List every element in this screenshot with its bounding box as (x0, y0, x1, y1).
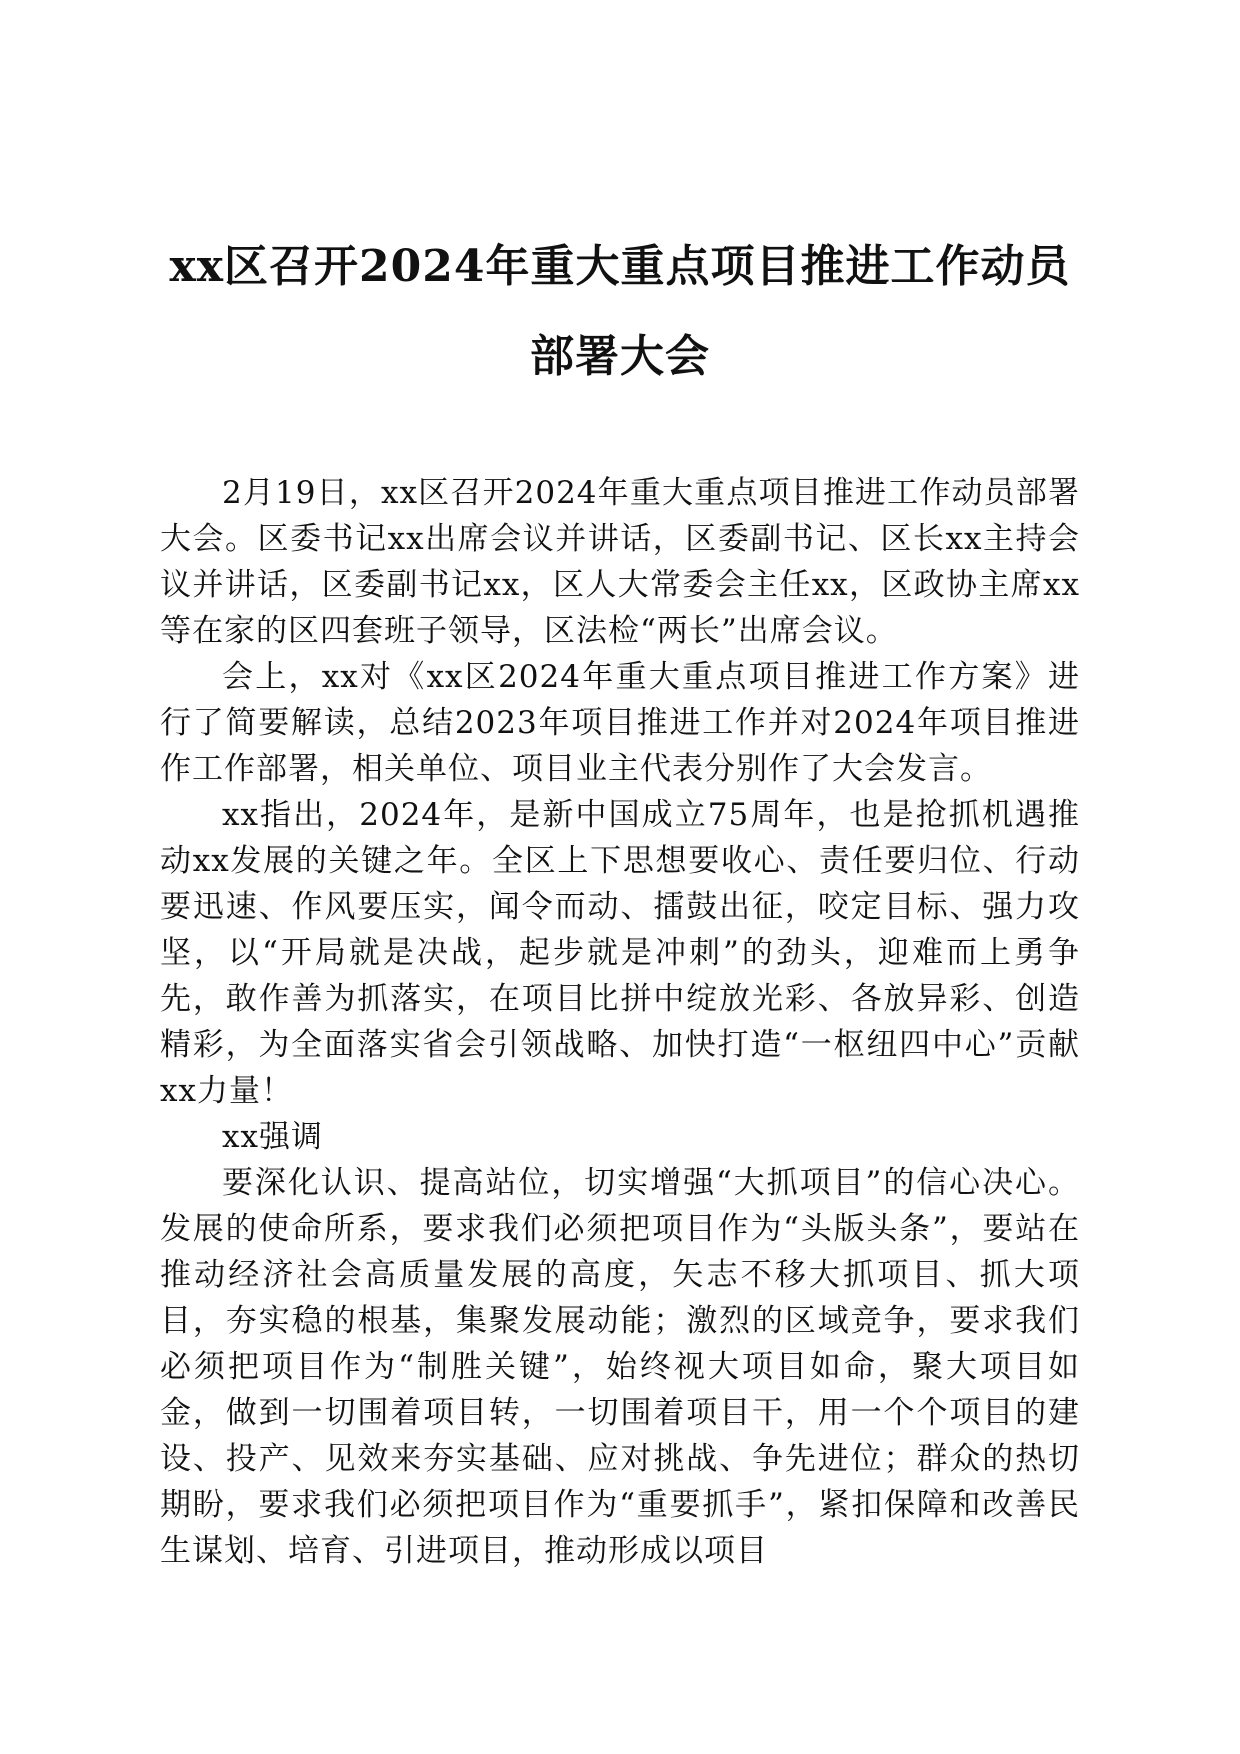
title-line-1: xx区召开2024年重大重点项目推进工作动员 (169, 241, 1071, 292)
paragraph: 要深化认识、提高站位，切实增强“大抓项目”的信心决心。发展的使命所系，要求我们必须把项目作为“头版头条”，要站在推动经济社会高质量发展的高度，矢志不移大抓项目、抓大项目，夯实稳的根基，集聚发展动能；激烈的区域竞争，要求我们必须把项目作为“制胜关键”，始终视大项目如命，聚大项目如金，做到一切围着项目转，一切围着项目干，用一个个项目的建设、投产、见效来夯实基础、应对挑战、争先进位；群众的热切期盼，要求我们必须把项目作为“重要抓手”，紧扣保障和改善民生谋划、培育、引进项目，推动形成以项目 (160, 1165, 1080, 1569)
paragraph: xx强调 (222, 1119, 323, 1155)
document-body (160, 470, 1080, 1574)
paragraph: xx指出，2024年，是新中国成立75周年，也是抢抓机遇推动xx发展的关键之年。全区上下思想要收心、责任要归位、行动要迅速、作风要压实，闻令而动、擂鼓出征，咬定目标、强力攻坚，以“开局就是决战，起步就是冲刺”的劲头，迎难而上勇争先，敢作善为抓落实，在项目比拼中绽放光彩、各放异彩、创造精彩，为全面落实省会引领战略、加快打造“一枢纽四中心”贡献xx力量！ (160, 797, 1080, 1109)
paragraph: 2月19日，xx区召开2024年重大重点项目推进工作动员部署大会。区委书记xx出席会议并讲话，区委副书记、区长xx主持会议并讲话，区委副书记xx，区人大常委会主任xx，区政协主席xx等在家的区四套班子领导，区法检“两长”出席会议。 (160, 475, 1080, 649)
document-title (150, 222, 1090, 402)
paragraph: 会上，xx对《xx区2024年重大重点项目推进工作方案》进行了简要解读，总结2023年项目推进工作并对2024年项目推进作工作部署，相关单位、项目业主代表分别作了大会发言。 (160, 659, 1080, 787)
title-line-2: 部署大会 (530, 331, 710, 382)
